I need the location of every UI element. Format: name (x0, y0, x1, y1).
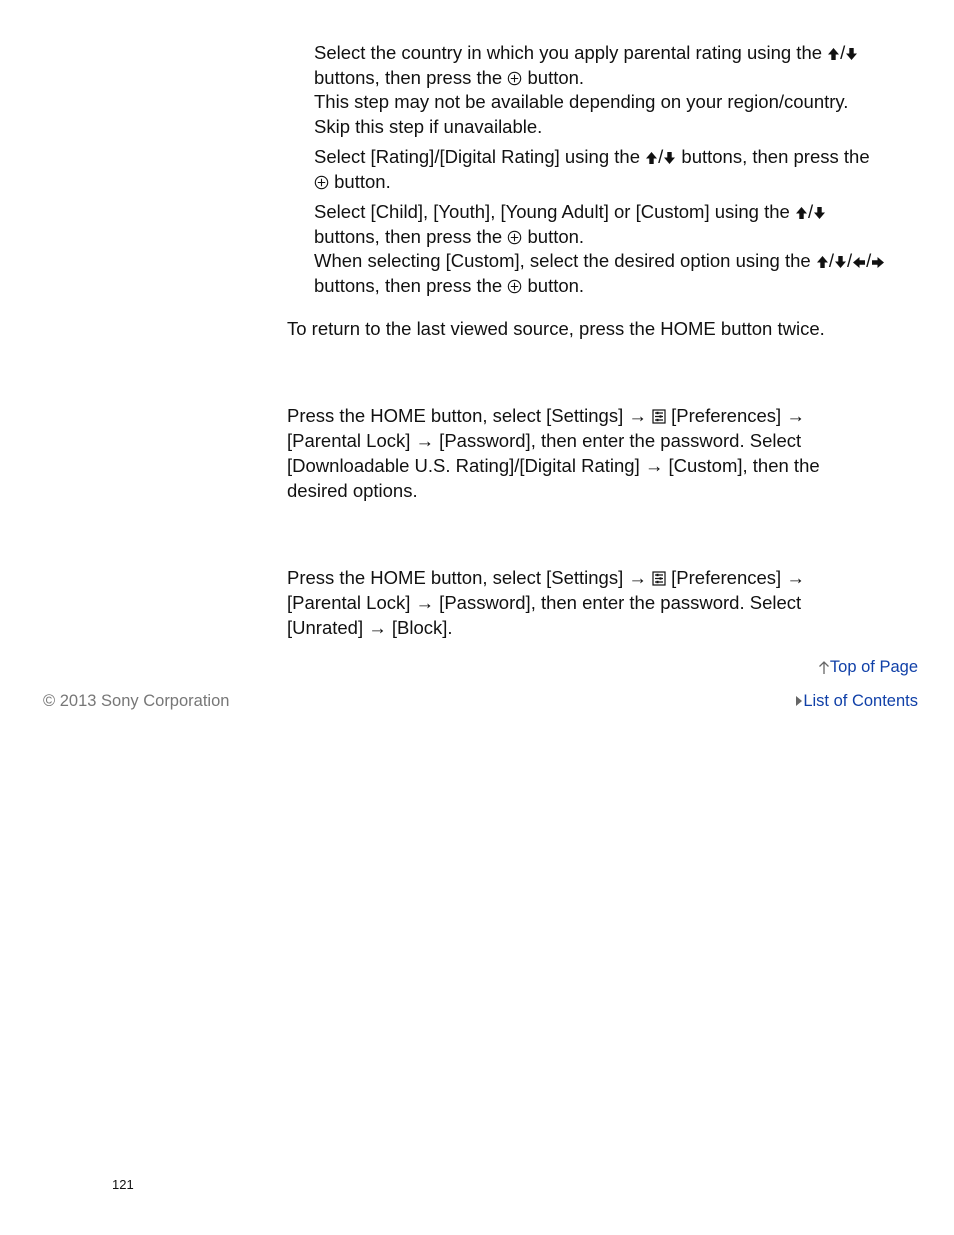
list-of-contents-link[interactable] (795, 690, 918, 712)
down-arrow-icon (845, 47, 858, 61)
para-text: [Parental Lock] → [Password], then enter the password. Select (287, 592, 802, 613)
setup-steps (314, 41, 926, 304)
para-text: [Preferences] → (671, 567, 805, 588)
step-text: buttons, then press the (314, 66, 503, 88)
up-arrow-icon (645, 151, 658, 165)
unrated-block-paragraph (287, 565, 887, 640)
enter-button-icon (507, 71, 522, 86)
step-note: buttons, then press the (314, 274, 503, 296)
preferences-icon (652, 571, 666, 586)
step-note: This step may not be available depending on your region/country. (314, 91, 849, 112)
preferences-icon (652, 409, 666, 424)
list-of-contents-label: List of Contents (803, 692, 918, 710)
down-arrow-icon (663, 151, 676, 165)
step-note: Skip this step if unavailable. (314, 115, 543, 137)
copyright-text: © 2013 Sony Corporation (43, 692, 230, 710)
down-arrow-icon (834, 255, 847, 269)
step-select-rating: Select [Rating]/[Digital Rating] using the / buttons, then press the button. (314, 146, 870, 192)
up-arrow-icon (816, 255, 829, 269)
para-text: Press the HOME button, select [Settings] → (287, 405, 647, 426)
para-text: [Parental Lock] → [Password], then enter the password. Select (287, 430, 802, 451)
page-number: 121 (112, 1177, 134, 1192)
step-select-level: Select [Child], [Youth], [Young Adult] or [Custom] using the / buttons, then press the button. When selecting [Custom], select the desired option using the / / / buttons, then press the button. (314, 200, 926, 298)
custom-rating-paragraph (287, 403, 887, 503)
step-text: button. (527, 66, 585, 88)
left-arrow-icon (852, 256, 866, 269)
step-text: buttons, then press the (681, 146, 870, 167)
top-of-page-link[interactable] (818, 656, 918, 678)
step-note: When selecting [Custom], select the desired option using the (314, 250, 811, 271)
step-select-country: Select the country in which you apply parental rating using the / buttons, then press the button. This step may not be available depending on your region/country. Skip this step if unavailable. (314, 41, 926, 139)
para-text: Press the HOME button, select [Settings] → (287, 567, 647, 588)
top-of-page-label: Top of Page (829, 658, 918, 676)
enter-button-icon (314, 175, 329, 190)
up-arrow-small-icon (818, 661, 830, 675)
enter-button-icon (507, 279, 522, 294)
step-text: Select [Child], [Youth], [Young Adult] or [Custom] using the (314, 201, 790, 222)
down-arrow-icon (813, 206, 826, 220)
step-text: button. (334, 170, 391, 192)
step-text: Select [Rating]/[Digital Rating] using the (314, 146, 640, 167)
para-text: [Unrated] → [Block]. (287, 617, 453, 638)
right-arrow-icon (871, 256, 885, 269)
step-text: Select the country in which you apply parental rating using the (314, 42, 823, 63)
para-text: desired options. (287, 480, 418, 501)
up-arrow-icon (795, 206, 808, 220)
step-note: button. (527, 274, 585, 296)
up-arrow-icon (827, 47, 840, 61)
step-text: button. (527, 225, 585, 247)
para-text: [Preferences] → (671, 405, 805, 426)
enter-button-icon (507, 230, 522, 245)
para-text: [Downloadable U.S. Rating]/[Digital Rating] → [Custom], then the (287, 455, 820, 476)
step-text: buttons, then press the (314, 225, 503, 247)
hint-text: To return to the last viewed source, press the HOME button twice. (287, 318, 825, 339)
